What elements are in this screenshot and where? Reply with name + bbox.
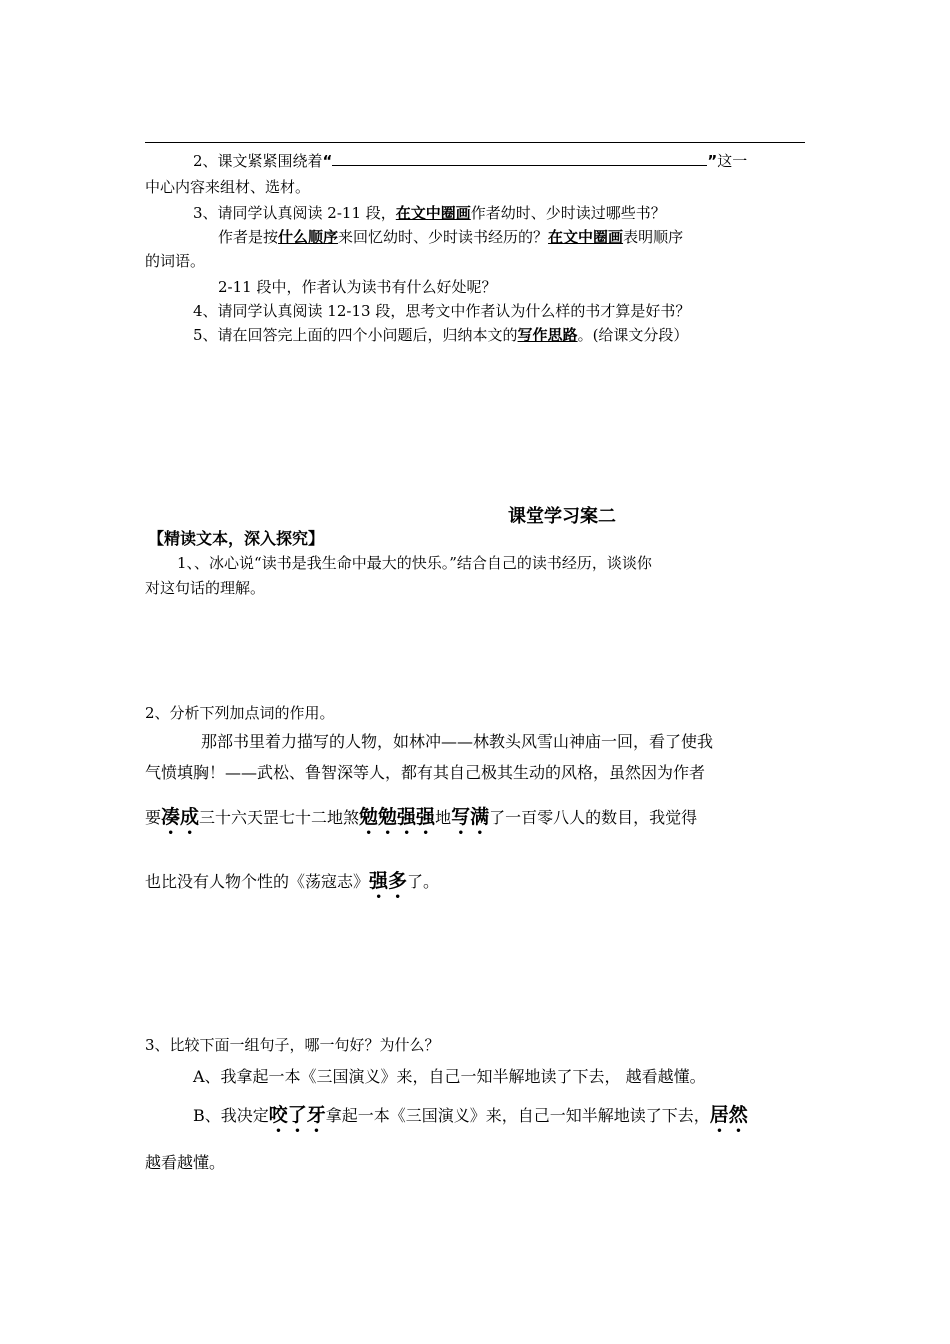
section-title: 课堂学习案二: [508, 506, 616, 527]
passage-line-3: [145, 802, 697, 839]
question-1-continued: 对这句话的理解。: [145, 579, 266, 597]
passage-text: 了。: [407, 872, 440, 891]
passage-text: 了一百零八人的数目，我觉得: [489, 808, 698, 827]
passage-line-1: 那部书里着力描写的人物，如林冲——林教头风雪山神庙一回，看了使我: [201, 732, 714, 751]
question-5-text-end: 。(给课文分段）: [577, 326, 689, 344]
question-2b: 2、分析下列加点词的作用。: [145, 704, 335, 722]
passage-line-2: 气愤填胸！——武松、鲁智深等人，都有其自己极其生动的风格，虽然因为作者: [145, 763, 706, 782]
dotted-word-3: 写满: [451, 806, 490, 828]
order-keyword: 什么顺序: [278, 228, 339, 246]
question-2-line: [193, 150, 747, 171]
fill-blank[interactable]: [332, 151, 707, 166]
question-4: 4、请同学认真阅读 12-13 段，思考文中作者认为什么样的书才算是好书？: [193, 302, 691, 320]
question-5-text: 5、请在回答完上面的四个小问题后，归纳本文的: [193, 326, 518, 344]
passage-text: 也比没有人物个性的《荡寇志》: [145, 872, 370, 891]
question-3-line: [193, 202, 666, 223]
sub1-text-mid: 来回忆幼时、少时读书经历的？: [338, 228, 549, 246]
sentence-b-text-mid: 拿起一本《三国演义》来，自己一知半解地读了下去，: [325, 1106, 710, 1125]
passage-line-4: [145, 866, 439, 903]
question-3-sub1-line: [218, 226, 683, 247]
sentence-b: [193, 1100, 748, 1137]
dotted-word-1: 凑成: [161, 806, 200, 828]
question-2-text: 2、课文紧紧围绕着: [193, 152, 323, 170]
question-3-text-end: 作者幼时、少时读过哪些书？: [470, 204, 666, 222]
dotted-word-5: 咬了牙: [268, 1104, 326, 1126]
close-quote: ”: [707, 152, 718, 170]
question-3-text: 3、请同学认真阅读 2-11 段，: [193, 204, 396, 222]
question-3b: 3、比较下面一组句子，哪一句好？为什么？: [145, 1036, 440, 1054]
sub1-text: 作者是按: [218, 228, 279, 246]
sub1-text-end: 表明顺序: [623, 228, 684, 246]
dotted-word-6: 居然: [709, 1104, 748, 1126]
header-rule: [145, 142, 805, 143]
question-3-sub1-continued: 的词语。: [145, 252, 206, 270]
section-heading: 【精读文本，深入探究】: [148, 529, 325, 548]
question-2-text-end: 这一: [717, 152, 748, 170]
sentence-b-continued: 越看越懂。: [145, 1153, 226, 1172]
dotted-word-2: 勉勉强强: [359, 806, 436, 828]
dotted-word-4: 强多: [369, 870, 408, 892]
open-quote: “: [322, 152, 333, 170]
question-1: 1、、冰心说“读书是我生命中最大的快乐。”结合自己的读书经历，谈谈你: [177, 554, 652, 572]
passage-text: 地: [435, 808, 452, 827]
passage-text: 要: [145, 808, 162, 827]
question-2-continued: 中心内容来组材、选材。: [145, 178, 311, 196]
sentence-b-text: B、我决定: [193, 1106, 269, 1125]
passage-text: 三十六天罡七十二地煞: [199, 808, 360, 827]
circle-instruction: 在文中圈画: [395, 204, 471, 222]
sentence-a: A、我拿起一本《三国演义》来，自己一知半解地读了下去， 越看越懂。: [193, 1067, 706, 1086]
circle-instruction-2: 在文中圈画: [548, 228, 624, 246]
writing-idea-keyword: 写作思路: [517, 326, 578, 344]
question-3-sub2: 2-11 段中，作者认为读书有什么好处呢？: [218, 278, 497, 296]
question-5-line: [193, 324, 688, 345]
